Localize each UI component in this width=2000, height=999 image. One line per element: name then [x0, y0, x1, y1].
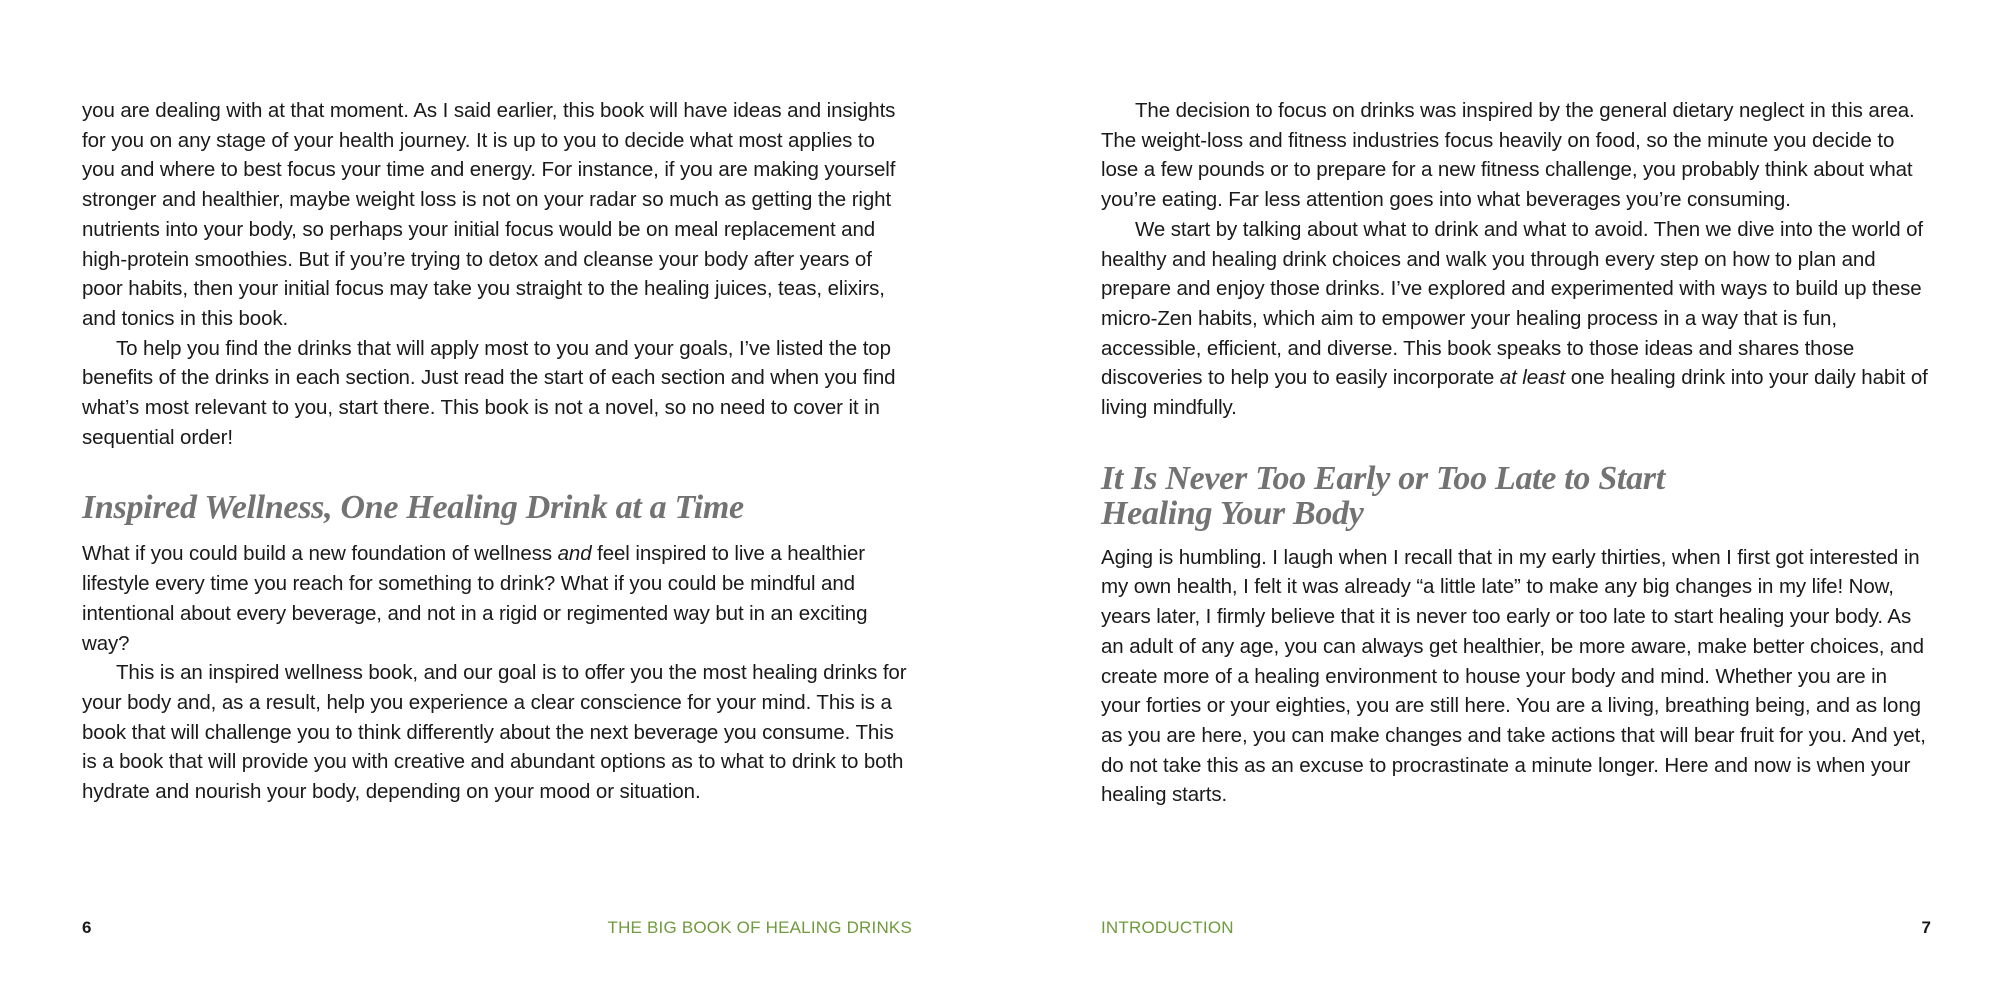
right-paragraph-2-part-2: one healing drink into your daily habit of living mindfully.	[1101, 366, 1928, 420]
right-paragraph-2-emphasis: at least	[1499, 366, 1566, 390]
right-paragraph-2-part-1: We start by talking about what to drink and what to avoid. Then we dive into the world of healthy and healing drink choices and walk you through every step on how to plan and prepare and enjoy those drinks. I’ve explored and experimented with ways to build up these micro-Zen habits, which aim to empower your healing process in a way that is fun, accessible, efficient, and diverse. This book speaks to those ideas and shares those discoveries to help you to easily incorporate	[1101, 217, 1924, 390]
right-page	[1101, 0, 1931, 999]
right-page-number: 7	[1921, 918, 1931, 937]
left-paragraph-4: This is an inspired wellness book, and our goal is to offer you the most healing drinks for your body and, as a result, help you experience a clear conscience for your mind. This is a book that will challenge you to think differently about the next beverage you consume. This is a book that will provide you with creative and abundant options as to what to drink to both hydrate and nourish your body, depending on your mood or situation.	[82, 661, 907, 804]
left-page-body	[82, 96, 912, 807]
left-paragraph-1: you are dealing with at that moment. As I said earlier, this book will have ideas and insights for you on any stage of your health journey. It is up to you to decide what most applies to you and where to best focus your time and energy. For instance, if you are making yourself stronger and healthier, maybe weight loss is not on your radar so much as getting the right nutrients into your body, so perhaps your initial focus would be on meal replacement and high-protein smoothies. But if you’re trying to detox and cleanse your body after years of poor habits, then your initial focus may take you straight to the healing juices, teas, elixirs, and tonics in this book.	[82, 99, 896, 330]
left-paragraph-3-part-2: feel inspired to live a healthier lifestyle every time you reach for something to drink? What if you could be mindful and intentional about every beverage, and not in a rigid or regimented way but in an exciting way?	[82, 542, 868, 655]
right-page-body	[1101, 96, 1931, 810]
section-heading-line-1: It Is Never Too Early or Too Late to Start	[1101, 459, 1665, 497]
left-paragraph-3-emphasis: and	[557, 542, 592, 566]
left-paragraph-3	[82, 539, 912, 658]
section-heading-inspired-wellness: Inspired Wellness, One Healing Drink at a Time	[82, 489, 744, 527]
left-page	[82, 0, 912, 999]
right-paragraph-2	[1101, 215, 1931, 423]
right-paragraph-1: The decision to focus on drinks was inspired by the general dietary neglect in this area. The weight-loss and fitness industries focus heavily on food, so the minute you decide to lose a few pounds or to prepare for a new fitness challenge, you probably think about what you’re eating. Far less attention goes into what beverages you’re consuming.	[1101, 99, 1915, 212]
left-running-head: THE BIG BOOK OF HEALING DRINKS	[607, 918, 912, 937]
left-paragraph-2: To help you find the drinks that will apply most to you and your goals, I’ve listed the top benefits of the drinks in each section. Just read the start of each section and when you find what’s most relevant to you, start there. This book is not a novel, so no need to cover it in sequential order!	[82, 336, 896, 449]
right-paragraph-3: Aging is humbling. I laugh when I recall that in my early thirties, when I first got interested in my own health, I felt it was already “a little late” to make any big changes in my life! Now, years later, I firmly believe that it is never too early or too late to start healing your body. As an adult of any age, you can always get healthier, be more aware, make better choices, and create more of a healing environment to house your body and mind. Whether you are in your forties or your eighties, you are still here. You are a living, breathing being, and as long as you are here, you can make changes and take actions that will bear fruit for you. And yet, do not take this as an excuse to procrastinate a minute longer. Here and now is when your healing starts.	[1101, 545, 1926, 807]
left-paragraph-3-part-1: What if you could build a new foundation of wellness	[82, 542, 558, 566]
section-heading-line-2: Healing Your Body	[1101, 494, 1364, 532]
left-page-number: 6	[82, 918, 92, 937]
right-running-head: INTRODUCTION	[1101, 918, 1234, 937]
section-heading-never-too-early	[1101, 461, 1931, 531]
